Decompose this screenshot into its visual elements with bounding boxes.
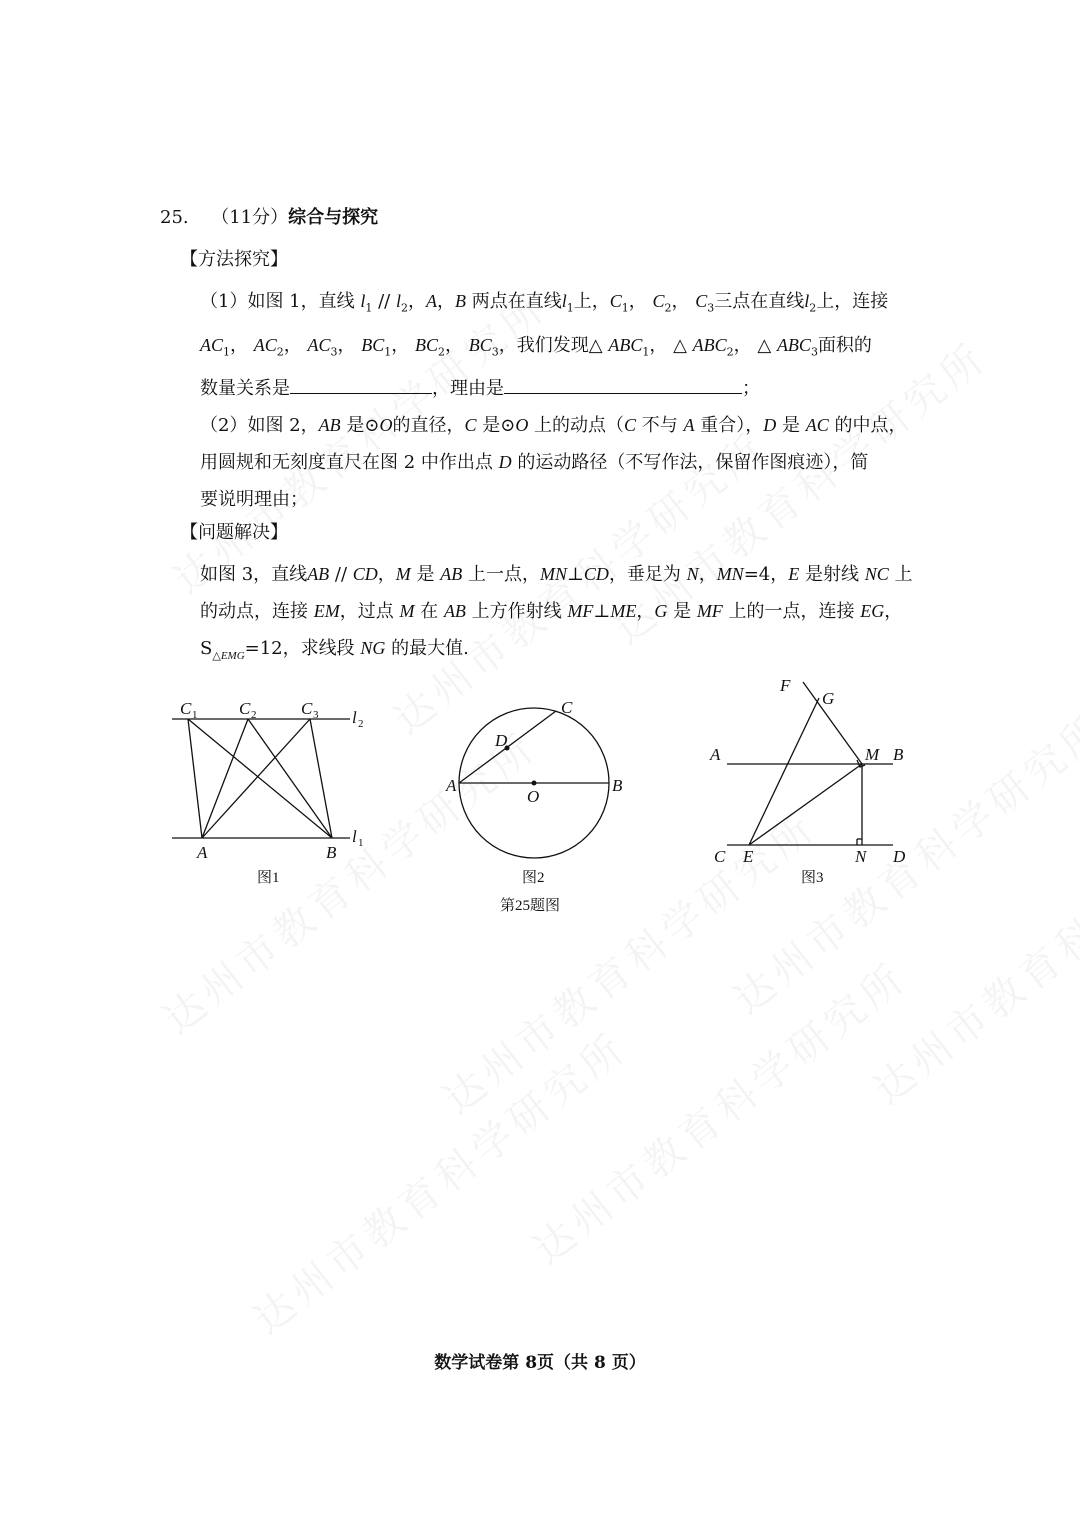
part-2: （2）如图 2，AB 是⊙O的直径，C 是⊙O 上的动点（C 不与 A 重合），D 是 AC 的中点， 用圆规和无刻度直尺在图 2 中作出点 D 的运动路径（不写作法，保留作图痕迹），简 要说明理由； xyxy=(200,415,907,511)
label-l2: l xyxy=(352,708,357,727)
label-a3: A xyxy=(710,745,721,764)
figure-group-caption: 第25题图 xyxy=(500,898,561,914)
question-25 xyxy=(160,203,920,675)
label-b2: B xyxy=(612,776,623,795)
label-f: F xyxy=(780,676,791,695)
segment-ac1 xyxy=(188,719,202,838)
label-n: N xyxy=(855,847,867,866)
question-header xyxy=(160,203,920,229)
figure-1-caption: 图1 xyxy=(257,870,280,886)
label-o: O xyxy=(527,787,540,806)
label-a2: A xyxy=(446,776,457,795)
label-c3p: C xyxy=(714,847,726,866)
label-c2p: C xyxy=(561,698,573,717)
part-1: （1）如图 1，直线 $l_1 // l_2$，A，B 两点在直线$l_1$上，$C_1$， $C_2$， $C_3$三点在直线$l_2$上，连接 $AC_1$， $AC_2$， $AC_3$， $BC_1$， $BC_2$， $BC_3$，我们发现△ $ABC_1$， △ $ABC_2$， △ $ABC_3$面积的 数量关系是 ，理由是 ； xyxy=(200,291,889,400)
answer-blank-relation[interactable] xyxy=(290,375,432,394)
label-m: M xyxy=(865,745,880,764)
label-d: D xyxy=(495,731,508,750)
label-g: G xyxy=(822,689,835,708)
label-c2: C xyxy=(239,699,251,718)
point-o xyxy=(532,781,537,786)
watermark xyxy=(520,947,918,1275)
label-e: E xyxy=(743,847,754,866)
figure-1 xyxy=(172,719,350,838)
question-score: （11分） xyxy=(211,207,289,228)
segment-ac3 xyxy=(202,719,310,838)
figure-group xyxy=(160,660,920,930)
figure-3-caption: 图3 xyxy=(801,870,824,886)
figures-svg xyxy=(160,660,920,930)
section-solve: 【问题解决】 xyxy=(180,522,288,544)
section-method: 【方法探究】 xyxy=(180,249,288,270)
watermark xyxy=(240,1017,638,1345)
label-b3: B xyxy=(893,745,904,764)
label-l1: l xyxy=(352,827,357,846)
svg-text:3: 3 xyxy=(313,709,319,721)
answer-blank-reason[interactable] xyxy=(504,375,742,394)
segment-em xyxy=(749,764,862,845)
svg-text:2: 2 xyxy=(358,718,364,730)
svg-text:1: 1 xyxy=(358,837,364,849)
segment-eg xyxy=(749,698,819,845)
question-number: 25. xyxy=(160,207,189,228)
label-d3: D xyxy=(893,847,906,866)
figure-2-caption: 图2 xyxy=(522,870,545,886)
part-3: 如图 3，直线AB // CD，M 是 AB 上一点，MN⊥CD，垂足为 N，MN=4，E 是射线 NC 上 的动点，连接 EM，过点 M 在 AB 上方作射线 MF⊥ME，G 是 MF 上的一点，连接 EG， $S_{\triangle EMG}=12$，求线段 NG 的最大值. xyxy=(200,564,913,662)
segment-bc3 xyxy=(310,719,332,838)
page-footer: 数学试卷第 8页（共 8 页） xyxy=(434,1353,646,1373)
question-title: 综合与探究 xyxy=(288,207,379,228)
svg-text:1: 1 xyxy=(192,709,198,721)
label-c1: C xyxy=(180,699,192,718)
label-a: A xyxy=(197,843,208,862)
svg-text:2: 2 xyxy=(251,709,257,721)
label-c3: C xyxy=(301,699,313,718)
label-b: B xyxy=(326,843,337,862)
